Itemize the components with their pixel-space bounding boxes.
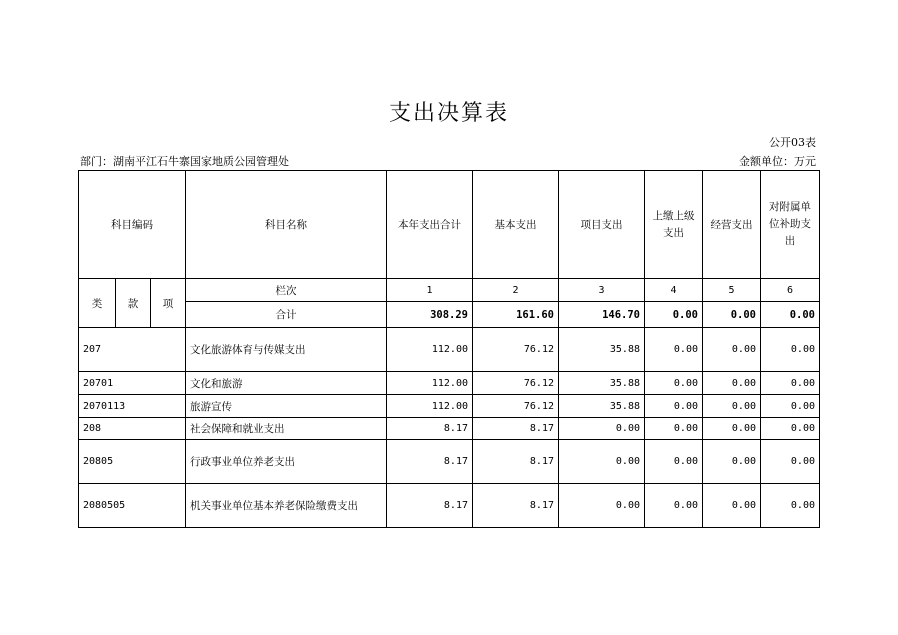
row-name: 文化旅游体育与传媒支出 (186, 328, 387, 372)
row-value: 0.00 (703, 484, 761, 528)
expenditure-table (78, 170, 820, 528)
column-index-row (79, 279, 820, 302)
row-name: 文化和旅游 (186, 372, 387, 395)
row-value: 0.00 (645, 328, 703, 372)
row-value: 8.17 (387, 484, 473, 528)
total-value: 0.00 (761, 302, 820, 328)
row-code: 2080505 (79, 484, 186, 528)
row-value: 0.00 (703, 418, 761, 440)
row-value: 0.00 (761, 328, 820, 372)
total-value: 0.00 (703, 302, 761, 328)
total-value: 308.29 (387, 302, 473, 328)
table-row (79, 484, 820, 528)
header-code: 科目编码 (79, 171, 186, 279)
total-value: 0.00 (645, 302, 703, 328)
row-value: 0.00 (645, 395, 703, 418)
row-value: 0.00 (761, 372, 820, 395)
table-row (79, 440, 820, 484)
row-code: 2070113 (79, 395, 186, 418)
row-value: 8.17 (473, 484, 559, 528)
total-value: 161.60 (473, 302, 559, 328)
total-value: 146.70 (559, 302, 645, 328)
row-value: 8.17 (473, 418, 559, 440)
row-value: 35.88 (559, 395, 645, 418)
row-value: 76.12 (473, 328, 559, 372)
row-value: 0.00 (559, 484, 645, 528)
column-index: 3 (559, 279, 645, 302)
header-row (79, 171, 820, 279)
unit-label: 金额单位：万元 (739, 155, 816, 168)
row-value: 0.00 (645, 372, 703, 395)
row-value: 0.00 (761, 395, 820, 418)
row-code: 20701 (79, 372, 186, 395)
table-row (79, 372, 820, 395)
total-label: 合计 (186, 302, 387, 328)
header-project: 项目支出 (559, 171, 645, 279)
row-code: 20805 (79, 440, 186, 484)
row-name: 机关事业单位基本养老保险缴费支出 (186, 484, 387, 528)
row-value: 0.00 (559, 440, 645, 484)
row-value: 8.17 (387, 440, 473, 484)
table-row (79, 395, 820, 418)
header-basic: 基本支出 (473, 171, 559, 279)
row-value: 112.00 (387, 372, 473, 395)
row-value: 0.00 (703, 372, 761, 395)
column-index: 4 (645, 279, 703, 302)
department-label: 部门：湖南平江石牛寨国家地质公园管理处 (80, 155, 289, 168)
row-value: 76.12 (473, 395, 559, 418)
row-value: 8.17 (473, 440, 559, 484)
column-index: 2 (473, 279, 559, 302)
page-title: 支出决算表 (388, 101, 509, 126)
row-value: 35.88 (559, 328, 645, 372)
header-total: 本年支出合计 (387, 171, 473, 279)
row-name: 旅游宣传 (186, 395, 387, 418)
header-lei: 类 (79, 279, 116, 328)
column-index: 6 (761, 279, 820, 302)
table-row (79, 418, 820, 440)
header-subsidy: 对附属单位补助支出 (761, 171, 820, 279)
row-code: 208 (79, 418, 186, 440)
header-business: 经营支出 (703, 171, 761, 279)
total-row (79, 302, 820, 328)
row-value: 0.00 (761, 440, 820, 484)
header-kuan: 款 (116, 279, 151, 328)
row-value: 0.00 (645, 418, 703, 440)
row-value: 0.00 (645, 484, 703, 528)
row-value: 76.12 (473, 372, 559, 395)
column-index-label: 栏次 (186, 279, 387, 302)
row-value: 112.00 (387, 395, 473, 418)
row-name: 社会保障和就业支出 (186, 418, 387, 440)
form-number: 公开03表 (769, 136, 816, 149)
row-value: 8.17 (387, 418, 473, 440)
table-row (79, 328, 820, 372)
row-value: 0.00 (761, 418, 820, 440)
row-value: 0.00 (703, 440, 761, 484)
column-index: 1 (387, 279, 473, 302)
row-value: 112.00 (387, 328, 473, 372)
header-xiang: 项 (151, 279, 186, 328)
row-value: 0.00 (761, 484, 820, 528)
row-value: 0.00 (703, 328, 761, 372)
row-code: 207 (79, 328, 186, 372)
row-name: 行政事业单位养老支出 (186, 440, 387, 484)
column-index: 5 (703, 279, 761, 302)
row-value: 0.00 (559, 418, 645, 440)
row-value: 0.00 (645, 440, 703, 484)
header-upper: 上缴上级支出 (645, 171, 703, 279)
row-value: 0.00 (703, 395, 761, 418)
row-value: 35.88 (559, 372, 645, 395)
header-name: 科目名称 (186, 171, 387, 279)
